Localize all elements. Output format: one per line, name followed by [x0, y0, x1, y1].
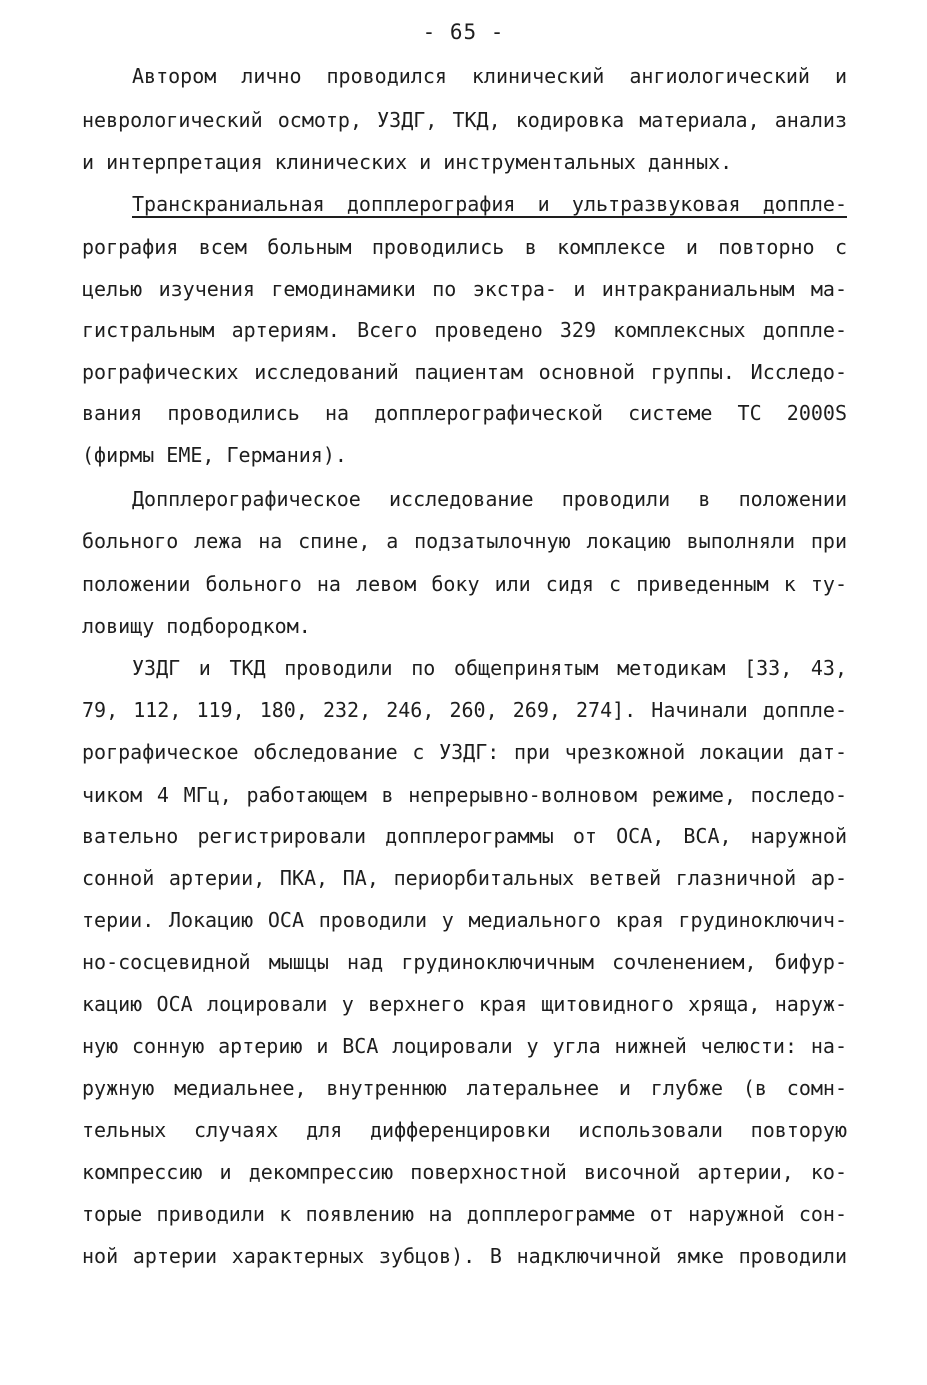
text-line: положении больного на левом боку или сидя с приведенным к ту-: [82, 572, 847, 596]
text-line: но-сосцевидной мышцы над грудиноключичным сочленением, бифур-: [82, 950, 847, 974]
text-line: (фирмы EME, Германия).: [82, 443, 347, 467]
text-line: рография всем больным проводились в комплексе и повторно с: [82, 235, 847, 259]
text-line: тельных случаях для дифференцировки использовали повторую: [82, 1118, 847, 1142]
text-line: рографическое обследование с УЗДГ: при чрезкожной локации дат-: [82, 740, 847, 764]
text-line: компрессию и декомпрессию поверхностной височной артерии, ко-: [82, 1160, 847, 1184]
text-line: гистральным артериям. Всего проведено 329 комплексных доппле-: [82, 318, 847, 342]
text-line: чиком 4 МГц, работающем в непрерывно-волновом режиме, последо-: [82, 783, 847, 807]
text-line: ной артерии характерных зубцов). В надключичной ямке проводили: [82, 1244, 847, 1268]
text-line: сонной артерии, ПКА, ПА, периорбитальных ветвей глазничной ар-: [82, 866, 847, 890]
page-number: - 65 -: [422, 20, 505, 44]
text-line: кацию ОСА лоцировали у верхнего края щитовидного хряща, наруж-: [82, 992, 847, 1016]
text-line: 79, 112, 119, 180, 232, 246, 260, 269, 274]. Начинали доппле-: [82, 698, 847, 722]
text-line: ружную медиальнее, внутреннюю латеральнее и глубже (в сомн-: [82, 1076, 847, 1100]
text-line: торые приводили к появлению на допплерограмме от наружной сон-: [82, 1202, 847, 1226]
text-line: Автором лично проводился клинический ангиологический и: [132, 64, 847, 88]
text-line: Допплерографическое исследование проводили в положении: [132, 487, 847, 511]
text-line: ную сонную артерию и ВСА лоцировали у угла нижней челюсти: на-: [82, 1034, 847, 1058]
text-line: ловищу подбородком.: [82, 614, 311, 638]
text-line: целью изучения гемодинамики по экстра- и интракраниальным ма-: [82, 277, 847, 301]
underlined-term-line: Транскраниальная допплерография и ультразвуковая допплe-: [132, 192, 847, 216]
text-line: и интерпретация клинических и инструментальных данных.: [82, 150, 733, 174]
text-line: неврологический осмотр, УЗДГ, ТКД, кодировка материала, анализ: [82, 108, 847, 132]
text-line: УЗДГ и ТКД проводили по общепринятым методикам [33, 43,: [132, 656, 847, 680]
text-line: вательно регистрировали допплерограммы от ОСА, ВСА, наружной: [82, 824, 847, 848]
text-line: рографических исследований пациентам основной группы. Исследо-: [82, 360, 847, 384]
text-line: терии. Локацию ОСА проводили у медиального края грудиноключич-: [82, 908, 847, 932]
text-line: больного лежа на спине, а подзатылочную локацию выполняли при: [82, 529, 847, 553]
text-line: вания проводились на допплерографической системе TC 2000S: [82, 401, 847, 425]
